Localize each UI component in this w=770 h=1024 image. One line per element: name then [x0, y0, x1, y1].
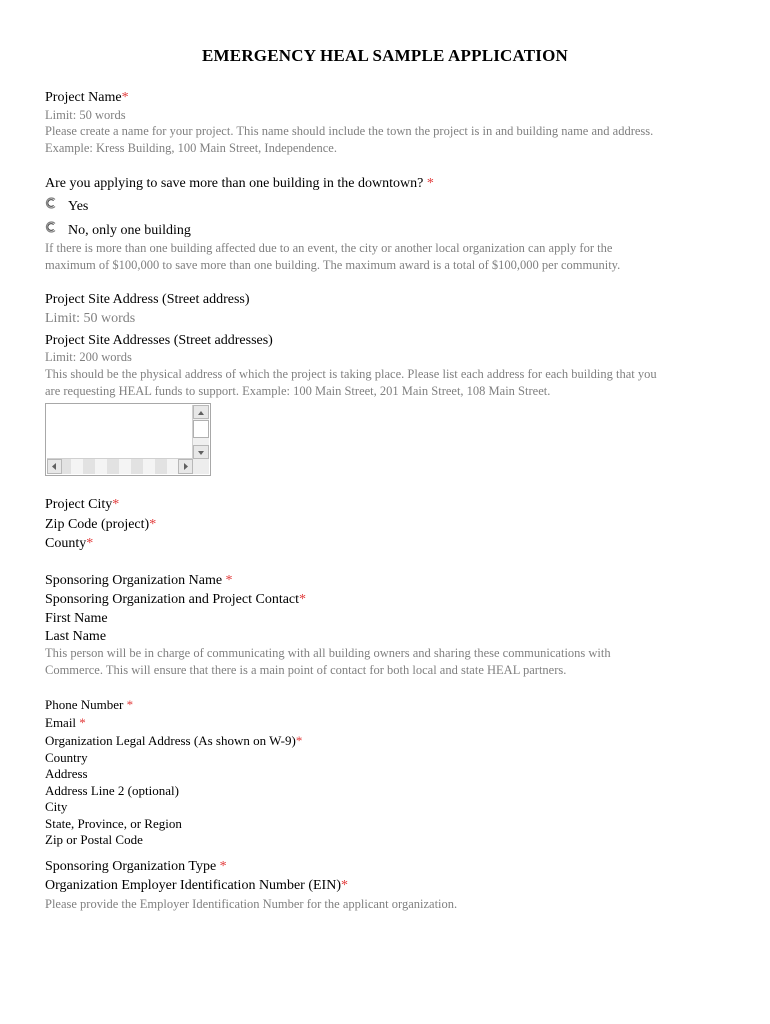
ein-label: [45, 878, 348, 894]
last-name-label: Last Name: [45, 629, 107, 644]
ein-hint: Please provide the Employer Identification Number for the applicant organization.: [45, 897, 458, 911]
org-type-text: Sponsoring Organization Type: [45, 859, 217, 874]
required-marker: *: [121, 90, 129, 105]
scroll-right-button[interactable]: [178, 459, 193, 474]
sponsor-contact-label: [45, 592, 306, 608]
required-marker: *: [426, 176, 434, 191]
required-marker: *: [112, 497, 120, 512]
site-address-label: Project Site Address (Street address): [45, 292, 250, 307]
ein-text: Organization Employer Identification Number (EIN): [45, 878, 341, 893]
address-line-2-label: Address Line 2 (optional): [45, 783, 179, 798]
required-marker: *: [79, 715, 86, 730]
first-name-label: First Name: [45, 611, 108, 626]
required-marker: *: [299, 592, 307, 607]
arrow-right-icon: [179, 460, 192, 473]
required-marker: *: [126, 697, 134, 712]
required-marker: *: [225, 573, 233, 588]
multi-building-text: Are you applying to save more than one building in the downtown?: [45, 176, 424, 191]
phone-label: [45, 697, 133, 713]
org-type-label: [45, 859, 227, 875]
legal-address-label: [45, 733, 302, 749]
multi-building-hint-1: If there is more than one building affected due to an event, the city or another local organization can apply for the: [45, 241, 613, 255]
required-marker: *: [295, 733, 303, 748]
required-marker: *: [149, 517, 157, 532]
zip-label: Zip or Postal Code: [45, 832, 143, 847]
radio-yes[interactable]: [45, 197, 57, 209]
project-name-label: [45, 90, 129, 106]
required-marker: *: [340, 878, 348, 893]
required-marker: *: [219, 859, 227, 874]
radio-no-label[interactable]: No, only one building: [68, 223, 191, 238]
site-addresses-label: Project Site Addresses (Street addresses): [45, 333, 273, 348]
county-text: County: [45, 536, 87, 551]
sponsor-name-label: [45, 573, 233, 589]
zip-project-label: [45, 517, 156, 533]
sponsor-name-text: Sponsoring Organization Name: [45, 573, 223, 588]
project-city-text: Project City: [45, 497, 113, 512]
country-label: Country: [45, 750, 88, 765]
site-addresses-hint-2: are requesting HEAL funds to support. Example: 100 Main Street, 201 Main Street, 108 Main Street.: [45, 384, 551, 398]
project-city-label: [45, 497, 119, 513]
project-name-hint-2: Example: Kress Building, 100 Main Street, Independence.: [45, 141, 337, 155]
vertical-scrollbar[interactable]: [192, 405, 209, 461]
scrollbar-corner: [193, 459, 209, 474]
radio-yes-label[interactable]: Yes: [68, 199, 89, 214]
city-label: City: [45, 799, 68, 814]
site-address-limit: Limit: 50 words: [45, 311, 136, 326]
page-title: EMERGENCY HEAL SAMPLE APPLICATION: [202, 46, 568, 65]
email-text: Email: [45, 715, 77, 730]
address-label: Address: [45, 766, 88, 781]
county-label: [45, 536, 93, 552]
arrow-down-icon: [194, 447, 208, 459]
phone-text: Phone Number: [45, 697, 124, 712]
sponsor-contact-text: Sponsoring Organization and Project Contact: [45, 592, 300, 607]
zip-project-text: Zip Code (project): [45, 517, 150, 532]
legal-address-text: Organization Legal Address (As shown on W-9): [45, 733, 296, 748]
arrow-up-icon: [194, 407, 208, 419]
project-name-hint-1: Please create a name for your project. This name should include the town the project is in and building name and address.: [45, 124, 654, 138]
scroll-down-button[interactable]: [193, 445, 209, 459]
vertical-scroll-thumb[interactable]: [193, 420, 209, 438]
project-name-text: Project Name: [45, 90, 122, 105]
radio-no[interactable]: [45, 221, 57, 233]
scroll-left-button[interactable]: [47, 459, 62, 474]
site-addresses-hint-1: This should be the physical address of which the project is taking place. Please list each address for each building that you: [45, 367, 657, 381]
horizontal-scrollbar[interactable]: [47, 458, 193, 474]
multi-building-question: [45, 176, 434, 192]
required-marker: *: [86, 536, 94, 551]
arrow-left-icon: [48, 460, 61, 473]
site-addresses-textarea[interactable]: [45, 403, 211, 476]
scroll-up-button[interactable]: [193, 405, 209, 419]
project-name-limit: Limit: 50 words: [45, 108, 126, 122]
multi-building-hint-2: maximum of $100,000 to save more than one building. The maximum award is a total of $100,000 per community.: [45, 258, 621, 272]
site-addresses-limit: Limit: 200 words: [45, 350, 132, 364]
contact-hint-1: This person will be in charge of communicating with all building owners and sharing these communications with: [45, 646, 611, 660]
contact-hint-2: Commerce. This will ensure that there is a main point of contact for both local and state HEAL partners.: [45, 663, 567, 677]
state-label: State, Province, or Region: [45, 816, 182, 831]
email-label: [45, 715, 86, 731]
